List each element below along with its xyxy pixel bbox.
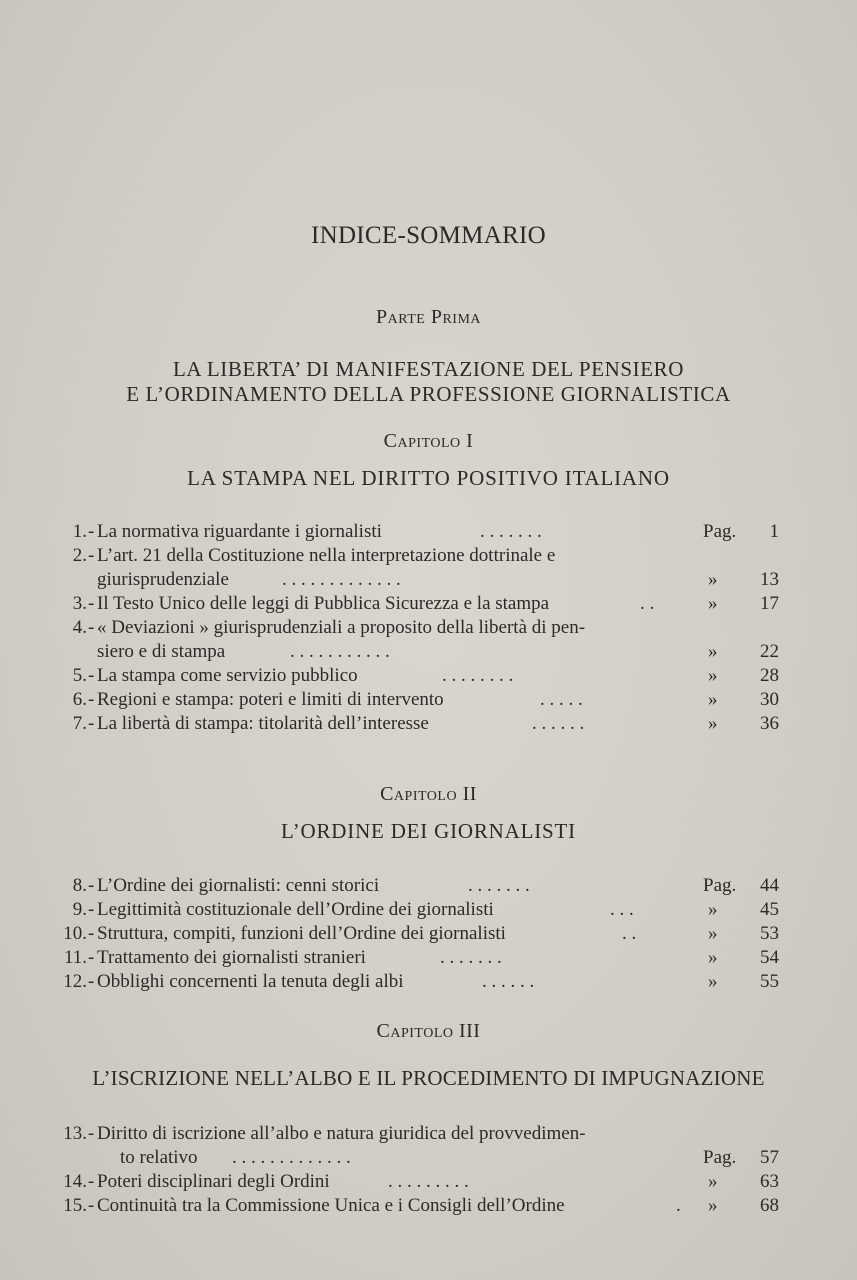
page-marker: » (708, 689, 718, 710)
leader-dots: . . . (610, 899, 634, 920)
page-marker: » (708, 641, 718, 662)
leader-dots: . . . . . . (532, 713, 585, 734)
leader-dots: . . (640, 593, 655, 614)
chapter-title: LA STAMPA NEL DIRITTO POSITIVO ITALIANO (187, 466, 670, 490)
entry-number: 15. (63, 1195, 87, 1216)
page-number: 13 (760, 569, 779, 590)
leader-dots: . (676, 1195, 681, 1216)
leader-dots: . . . . . . . . . . . . . (232, 1147, 351, 1168)
entry-text: Diritto di iscrizione all’albo e natura giuridica del provvedimen- (97, 1123, 586, 1144)
leader-dots: . . . . . . . (468, 875, 530, 896)
page-marker: Pag. (703, 1147, 737, 1168)
page-number: 17 (760, 593, 779, 614)
entry-number: 8. (72, 875, 87, 896)
page-number: 68 (760, 1195, 779, 1216)
leader-dots: . . . . . . . . (442, 665, 514, 686)
entry-text: Continuità tra la Commissione Unica e i Consigli dell’Ordine (97, 1195, 565, 1216)
entry-text: Struttura, compiti, funzioni dell’Ordine dei giornalisti (97, 923, 506, 944)
entry-number: 13. (63, 1123, 87, 1144)
chapter-label: Capitolo III (376, 1020, 481, 1042)
entry-text: Trattamento dei giornalisti stranieri (97, 947, 366, 968)
leader-dots: . . . . . . . (480, 521, 542, 542)
page-number: 63 (760, 1171, 779, 1192)
page-number: 1 (769, 521, 779, 542)
leader-dots: . . . . . . . (440, 947, 502, 968)
part-title-line-2: E L’ORDINAMENTO DELLA PROFESSIONE GIORNALISTICA (126, 382, 731, 406)
entry-number: 5. (72, 665, 87, 686)
page-marker: » (708, 923, 718, 944)
entry-text: L’art. 21 della Costituzione nella interpretazione dottrinale e (97, 545, 556, 566)
entry-number: 1. (72, 521, 87, 542)
entry-text: siero e di stampa (97, 641, 226, 662)
book-page: INDICE-SOMMARIO Parte Prima LA LIBERTA’ DI MANIFESTAZIONE DEL PENSIERO E L’ORDINAMENTO DELLA PROFESSIONE GIORNALISTICA Capitolo I LA STAMPA NEL DIRITTO POSITIVO ITALIANO 1. - La normativa riguardante i giornalisti . . . . . . . Pag. 1 2. - L’art. 21 della Costituzione nella interpretazione dottrinale e giurisprudenziale . . . . . . . . . . . . . » 13 3. - Il Testo Unico delle leggi di Pubblica Sicurezza e la stampa . . » 17 4. - « Deviazioni » giurisprudenziali a proposito della libertà di pen- siero e di stampa . . . . . . . . . . . » 22 5. - La stampa come servizio pubblico . . . . . . . . » 28 6. - Regioni e stampa: poteri e limiti di intervento . . . . . » 30 7. - La libertà di stampa: titolarità dell’interesse . . . . . . » 36 Capitolo II L’ORDINE DEI GIORNALISTI 8. - L’Ordine dei giornalisti: cenni storici . . . . . . . Pag. 44 9. - Legittimità costituzionale dell’Ordine dei giornalisti . . . » 45 10. - Struttura, compiti, funzioni dell’Ordine dei giornalisti . . » 53 11. - Trattamento dei giornalisti stranieri . . . . . . . » 54 12. - Obblighi concernenti la tenuta degli albi . . . . . . » 55 Capitolo III L’ISCRIZIONE NELL’ALBO E IL PROCEDIMENTO DI IMPUGNAZIONE 13. - Diritto di iscrizione all’albo e natura giuridica del provvedimen- to relativo . . . . . . . . . . . . . Pag. 57 14. - Poteri disciplinari degli Ordini . . . . . . . . . » 63 15. - Continuità tra la Commissione Unica e i Consigli dell’Ordine . » 68 (0, 0, 857, 1280)
chapter-label: Capitolo I (383, 430, 474, 452)
page-number: 53 (760, 923, 779, 944)
entry-number: 14. (63, 1171, 87, 1192)
leader-dots: . . . . . . . . . . . (290, 641, 390, 662)
entry-number: 2. (72, 545, 87, 566)
page-marker: Pag. (703, 521, 737, 542)
entry-text: giurisprudenziale (97, 569, 229, 590)
chapter-label: Capitolo II (380, 783, 477, 805)
entry-number: 4. (72, 617, 87, 638)
page-marker: » (708, 899, 718, 920)
page-number: 28 (760, 665, 779, 686)
entry-text: Legittimità costituzionale dell’Ordine dei giornalisti (97, 899, 494, 920)
entry-text: La libertà di stampa: titolarità dell’interesse (97, 713, 429, 734)
part-label: Parte Prima (375, 306, 481, 328)
entry-text: to relativo (120, 1147, 198, 1168)
page-marker: » (708, 665, 718, 686)
leader-dots: . . . . . . . . . (388, 1171, 469, 1192)
page-marker: » (708, 713, 718, 734)
leader-dots: . . . . . . (482, 971, 535, 992)
entry-text: Il Testo Unico delle leggi di Pubblica Sicurezza e la stampa (97, 593, 550, 614)
entry-text: Poteri disciplinari degli Ordini (97, 1171, 330, 1192)
page-marker: » (708, 1195, 718, 1216)
page-number: 30 (760, 689, 779, 710)
entry-number: 11. (63, 947, 87, 968)
page-number: 54 (760, 947, 779, 968)
page-marker: » (708, 569, 718, 590)
entry-number: 6. (72, 689, 87, 710)
page-marker: » (708, 971, 718, 992)
page-number: 57 (760, 1147, 779, 1168)
entry-number: 7. (72, 713, 87, 734)
page-number: 36 (760, 713, 779, 734)
chapter-title: L’ORDINE DEI GIORNALISTI (281, 819, 576, 843)
entry-number: 3. (72, 593, 87, 614)
leader-dots: . . . . . (540, 689, 583, 710)
entry-number: 12. (63, 971, 87, 992)
entry-text: Obblighi concernenti la tenuta degli albi (97, 971, 404, 992)
entry-text: L’Ordine dei giornalisti: cenni storici (97, 875, 380, 896)
leader-dots: . . (622, 923, 637, 944)
page-number: 45 (760, 899, 779, 920)
entry-text: La stampa come servizio pubblico (97, 665, 358, 686)
page-number: 55 (760, 971, 779, 992)
entry-number: 9. (72, 899, 87, 920)
page-marker: » (708, 593, 718, 614)
part-title-line-1: LA LIBERTA’ DI MANIFESTAZIONE DEL PENSIERO (172, 357, 685, 381)
page-marker: » (708, 1171, 718, 1192)
page-marker: Pag. (703, 875, 737, 896)
chapter-title: L’ISCRIZIONE NELL’ALBO E IL PROCEDIMENTO DI IMPUGNAZIONE (92, 1066, 765, 1090)
page-number: 22 (760, 641, 779, 662)
page-number: 44 (760, 875, 779, 896)
entry-text: « Deviazioni » giurisprudenziali a proposito della libertà di pen- (97, 617, 586, 638)
index-title: INDICE-SOMMARIO (310, 222, 547, 249)
entry-number: 10. (63, 923, 87, 944)
leader-dots: . . . . . . . . . . . . . (282, 569, 401, 590)
entry-text: Regioni e stampa: poteri e limiti di intervento (97, 689, 444, 710)
entry-text: La normativa riguardante i giornalisti (97, 521, 382, 542)
page-marker: » (708, 947, 718, 968)
